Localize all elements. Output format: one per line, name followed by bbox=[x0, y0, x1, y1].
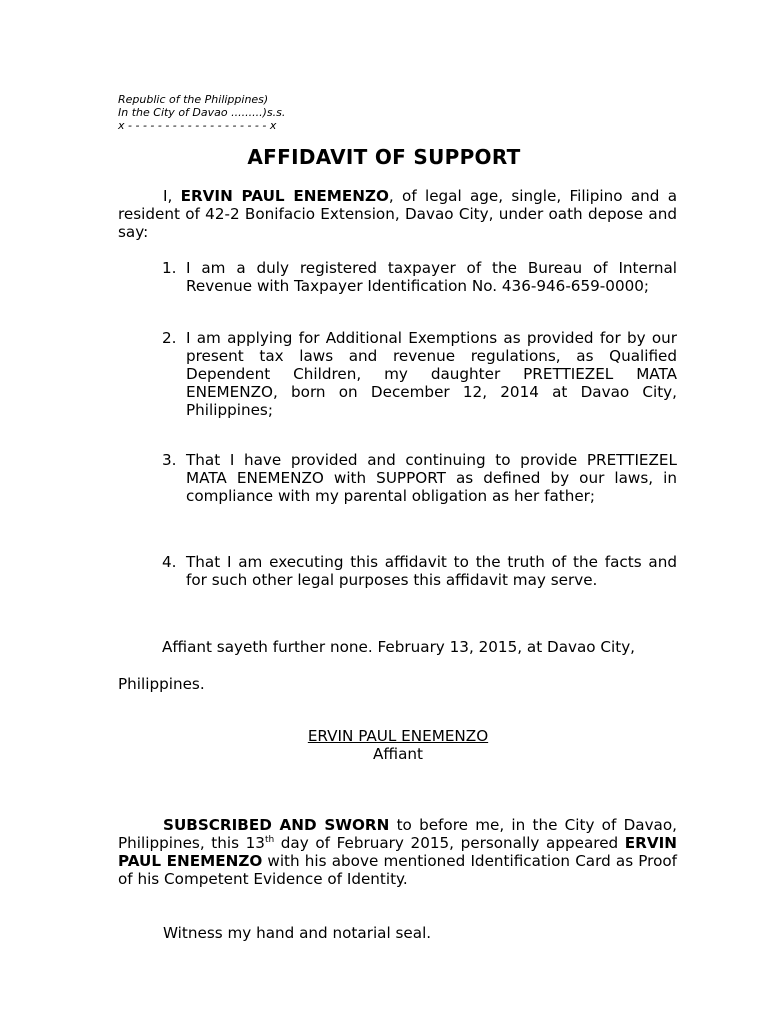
affiant-name-jurat: ERVIN PAUL ENEMENZO bbox=[118, 834, 677, 870]
list-item bbox=[162, 553, 677, 589]
signature-block bbox=[0, 727, 768, 763]
list-item-text: That I am executing this affidavit to the truth of the facts and for such other legal purposes this affidavit may serve. bbox=[186, 553, 677, 589]
signature-name: ERVIN PAUL ENEMENZO bbox=[307, 727, 489, 745]
signature-role: Affiant bbox=[373, 745, 423, 763]
jurat-paragraph bbox=[118, 816, 677, 888]
closing-line-2: Philippines. bbox=[118, 675, 205, 693]
list-item-number: 2. bbox=[162, 329, 177, 347]
venue-city: In the City of Davao .........)s.s. bbox=[118, 106, 286, 119]
intro-paragraph bbox=[118, 187, 677, 241]
venue-header bbox=[118, 93, 285, 132]
affiant-name-intro: ERVIN PAUL ENEMENZO bbox=[180, 187, 389, 205]
jurat-text: to before me, in the City of Davao, Philippines, this 13 bbox=[118, 816, 677, 852]
jurat-heading: SUBSCRIBED AND SWORN bbox=[163, 816, 390, 834]
venue-country: Republic of the Philippines) bbox=[118, 93, 269, 106]
witness-line: Witness my hand and notarial seal. bbox=[163, 924, 432, 942]
venue-separator: x - - - - - - - - - - - - - - - - - - - x bbox=[118, 119, 277, 132]
list-item-text: That I have provided and continuing to provide PRETTIEZEL MATA ENEMENZO with SUPPORT as defined by our laws, in compliance with my parental obligation as her father; bbox=[186, 451, 677, 505]
document-title: AFFIDAVIT OF SUPPORT bbox=[247, 145, 521, 169]
witness-paragraph bbox=[118, 924, 677, 942]
list-item-text: I am a duly registered taxpayer of the Bureau of Internal Revenue with Taxpayer Identification No. 436-946-659-0000; bbox=[186, 259, 677, 295]
list-item-number: 4. bbox=[162, 553, 177, 571]
jurat-ordinal-suffix: th bbox=[264, 835, 275, 845]
intro-rest: , of legal age, single, Filipino and a resident of 42-2 Bonifacio Extension, Davao City, under oath depose and say: bbox=[118, 187, 678, 241]
intro-lead: I, bbox=[163, 187, 181, 205]
closing-continuation bbox=[118, 675, 677, 693]
list-item-number: 3. bbox=[162, 451, 177, 469]
jurat-text-2: day of February 2015, personally appeared bbox=[274, 834, 625, 852]
list-item-text: I am applying for Additional Exemptions as provided for by our present tax laws and revenue regulations, as Qualified Dependent Children, my daughter PRETTIEZEL MATA ENEMENZO, born on December 12, 2014 at Davao City, Philippines; bbox=[186, 329, 677, 419]
list-item-number: 1. bbox=[162, 259, 177, 277]
jurat-text-3: with his above mentioned Identification Card as Proof of his Competent Evidence of Identity. bbox=[118, 852, 678, 888]
list-item bbox=[162, 329, 677, 419]
closing-line: Affiant sayeth further none. February 13, 2015, at Davao City, bbox=[162, 638, 636, 656]
list-item bbox=[162, 451, 677, 505]
list-item bbox=[162, 259, 677, 295]
closing-paragraph bbox=[162, 638, 677, 656]
